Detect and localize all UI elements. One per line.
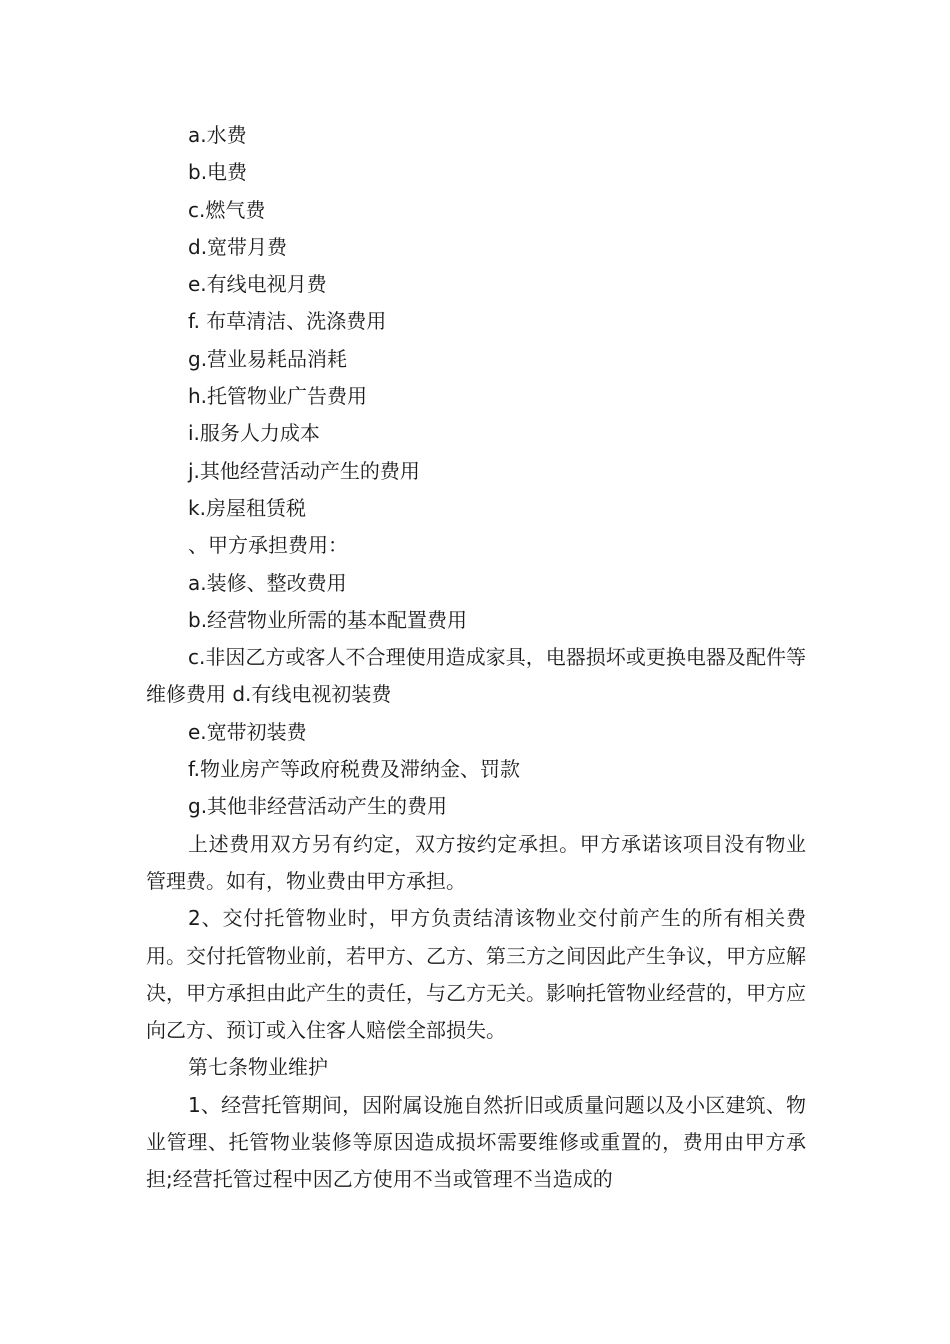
list-item: f.物业房产等政府税费及滞纳金、罚款	[188, 757, 520, 782]
list-item: f. 布草清洁、洗涤费用	[188, 309, 387, 334]
list-item: e.有线电视月费	[188, 272, 327, 297]
list-item: j.其他经营活动产生的费用	[188, 458, 420, 483]
paragraph-agreement-note: 上述费用双方另有约定，双方按约定承担。甲方承诺该项目没有物业管理费。如有，物业费由甲方承担。	[146, 831, 806, 893]
list-item: e.宽带初装费	[188, 719, 307, 744]
list-item: g.营业易耗品消耗	[188, 346, 348, 371]
paragraph-clause-2: 2、交付托管物业时，甲方负责结清该物业交付前产生的所有相关费用。交付托管物业前，若甲方、乙方、第三方之间因此产生争议，甲方应解决，甲方承担由此产生的责任，与乙方无关。影响托管物业经营的，甲方应向乙方、预订或入住客人赔偿全部损失。	[146, 906, 806, 1043]
section-heading-party-a-costs: 、甲方承担费用：	[188, 533, 348, 558]
list-item: d.宽带月费	[188, 234, 288, 259]
article-7-title: 第七条物业维护	[188, 1055, 328, 1080]
list-item: c.燃气费	[188, 197, 266, 222]
document-body	[146, 117, 806, 1199]
list-item: g.其他非经营活动产生的费用	[188, 794, 448, 819]
list-item: a.装修、整改费用	[188, 570, 347, 595]
list-item: h.托管物业广告费用	[188, 384, 368, 409]
list-item: i.服务人力成本	[188, 421, 320, 446]
list-item: b.经营物业所需的基本配置费用	[188, 607, 468, 632]
list-item-wrapped: c.非因乙方或客人不合理使用造成家具，电器损坏或更换电器及配件等维修费用 d.有线电视初装费	[146, 645, 806, 707]
list-item: a.水费	[188, 123, 247, 147]
paragraph-article-7-clause-1: 1、经营托管期间，因附属设施自然折旧或质量问题以及小区建筑、物业管理、托管物业装修等原因造成损坏需要维修或重置的，费用由甲方承担;经营托管过程中因乙方使用不当或管理不当造成的	[146, 1092, 806, 1192]
list-item: k.房屋租赁税	[188, 495, 306, 520]
list-item: b.电费	[188, 160, 248, 185]
